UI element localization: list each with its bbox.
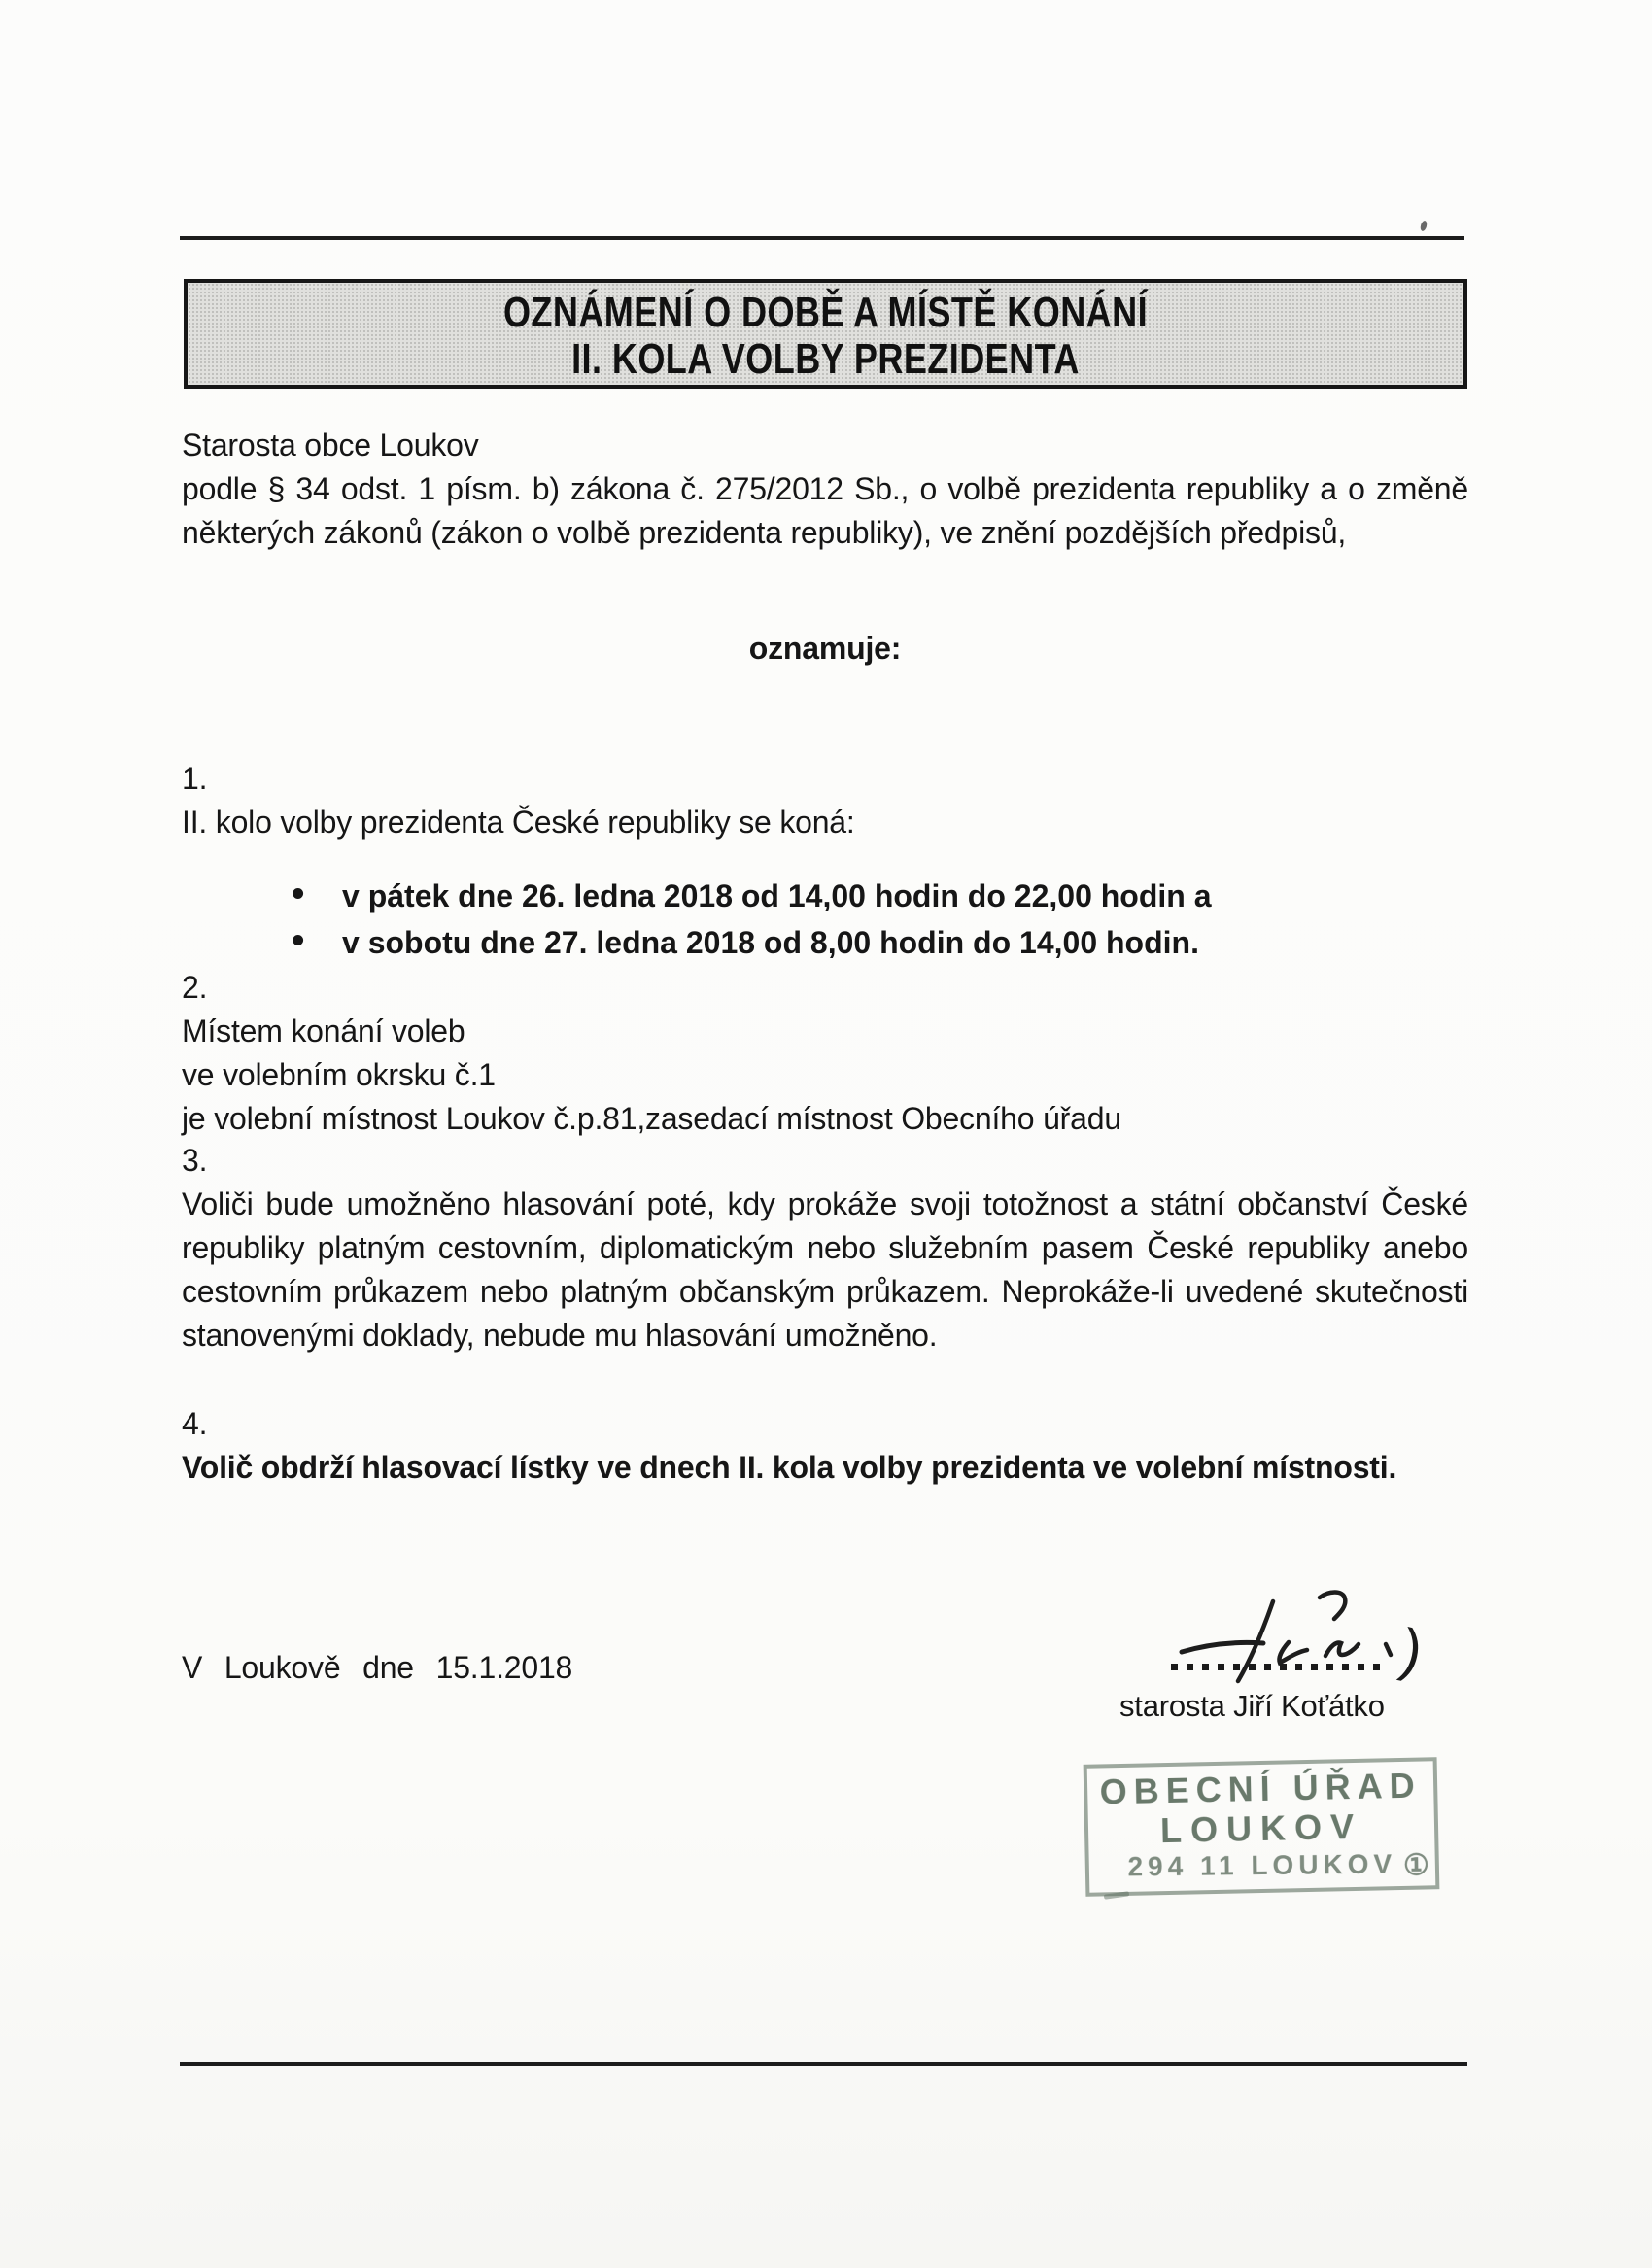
section-3-body: Voliči bude umožněno hlasování poté, kdy prokáže svoji totožnost a státní občanství České republiky platným cestovním, diplomatickým nebo služebním pasem České republiky anebo cestovním průkazem nebo platným občanským průkazem. Neprokáže-li uvedené skutečnosti stanovenými doklady, nebude mu hlasování umožněno. bbox=[182, 1186, 1468, 1353]
election-dates-list bbox=[292, 873, 1360, 966]
section-3 bbox=[182, 1139, 1468, 1357]
section-2-line: ve volebním okrsku č.1 bbox=[182, 1057, 496, 1092]
municipal-office-stamp bbox=[1084, 1757, 1440, 1897]
list-item: • v pátek dne 26. ledna 2018 od 14,00 hodin do 22,00 hodin a bbox=[292, 873, 1360, 919]
stamp-number-badge: ① bbox=[1402, 1849, 1430, 1882]
list-item: • v sobotu dne 27. ledna 2018 od 8,00 hodin do 14,00 hodin. bbox=[292, 919, 1360, 966]
section-1 bbox=[182, 757, 1468, 844]
document-title-line1: OZNÁMENÍ O DOBĚ A MÍSTĚ KONÁNÍ bbox=[502, 289, 1149, 336]
ink-speck bbox=[1420, 220, 1428, 231]
document-title-line2: II. KOLA VOLBY PREZIDENTA bbox=[571, 335, 1080, 383]
section-2 bbox=[182, 966, 1468, 1141]
section-2-line: Místem konání voleb bbox=[182, 1014, 465, 1048]
section-2-line: je volební místnost Loukov č.p.81,zasedací místnost Obecního úřadu bbox=[182, 1101, 1121, 1136]
bottom-horizontal-rule bbox=[180, 2062, 1467, 2066]
signature-dotted-line bbox=[1171, 1664, 1385, 1670]
section-1-number: 1. bbox=[182, 761, 208, 796]
stamp-postal-line bbox=[1089, 1846, 1435, 1885]
signatory-name: starosta Jiří Koťátko bbox=[1119, 1689, 1385, 1723]
section-2-number: 2. bbox=[182, 970, 208, 1005]
legal-basis-text: podle § 34 odst. 1 písm. b) zákona č. 275/2012 Sb., o volbě prezidenta republiky a o změně některých zákonů (zákon o volbě prezidenta republiky), ve znění pozdějších předpisů, bbox=[182, 471, 1468, 550]
stamp-postal-text: 294 11 LOUKOV bbox=[1127, 1848, 1397, 1882]
section-1-heading: II. kolo volby prezidenta České republiky se koná: bbox=[182, 805, 855, 840]
place-and-date-line: V Loukově dne 15.1.2018 bbox=[182, 1650, 573, 1685]
top-horizontal-rule bbox=[180, 236, 1464, 240]
title-box bbox=[184, 279, 1467, 389]
section-4-body: Volič obdrží hlasovací lístky ve dnech II. kola volby prezidenta ve volební místnosti. bbox=[182, 1450, 1397, 1485]
intro-paragraph bbox=[182, 424, 1468, 555]
section-4-number: 4. bbox=[182, 1406, 208, 1441]
section-3-number: 3. bbox=[182, 1143, 208, 1178]
stamp-office-name: OBECNÍ ÚŘAD bbox=[1099, 1765, 1423, 1812]
signature-closing-paren: ) bbox=[1395, 1616, 1428, 1685]
issuer-line: Starosta obce Loukov bbox=[182, 428, 479, 463]
announcement-word: oznamuje: bbox=[748, 631, 902, 666]
stamp-town-name: LOUKOV bbox=[1159, 1805, 1363, 1851]
section-4 bbox=[182, 1402, 1468, 1490]
